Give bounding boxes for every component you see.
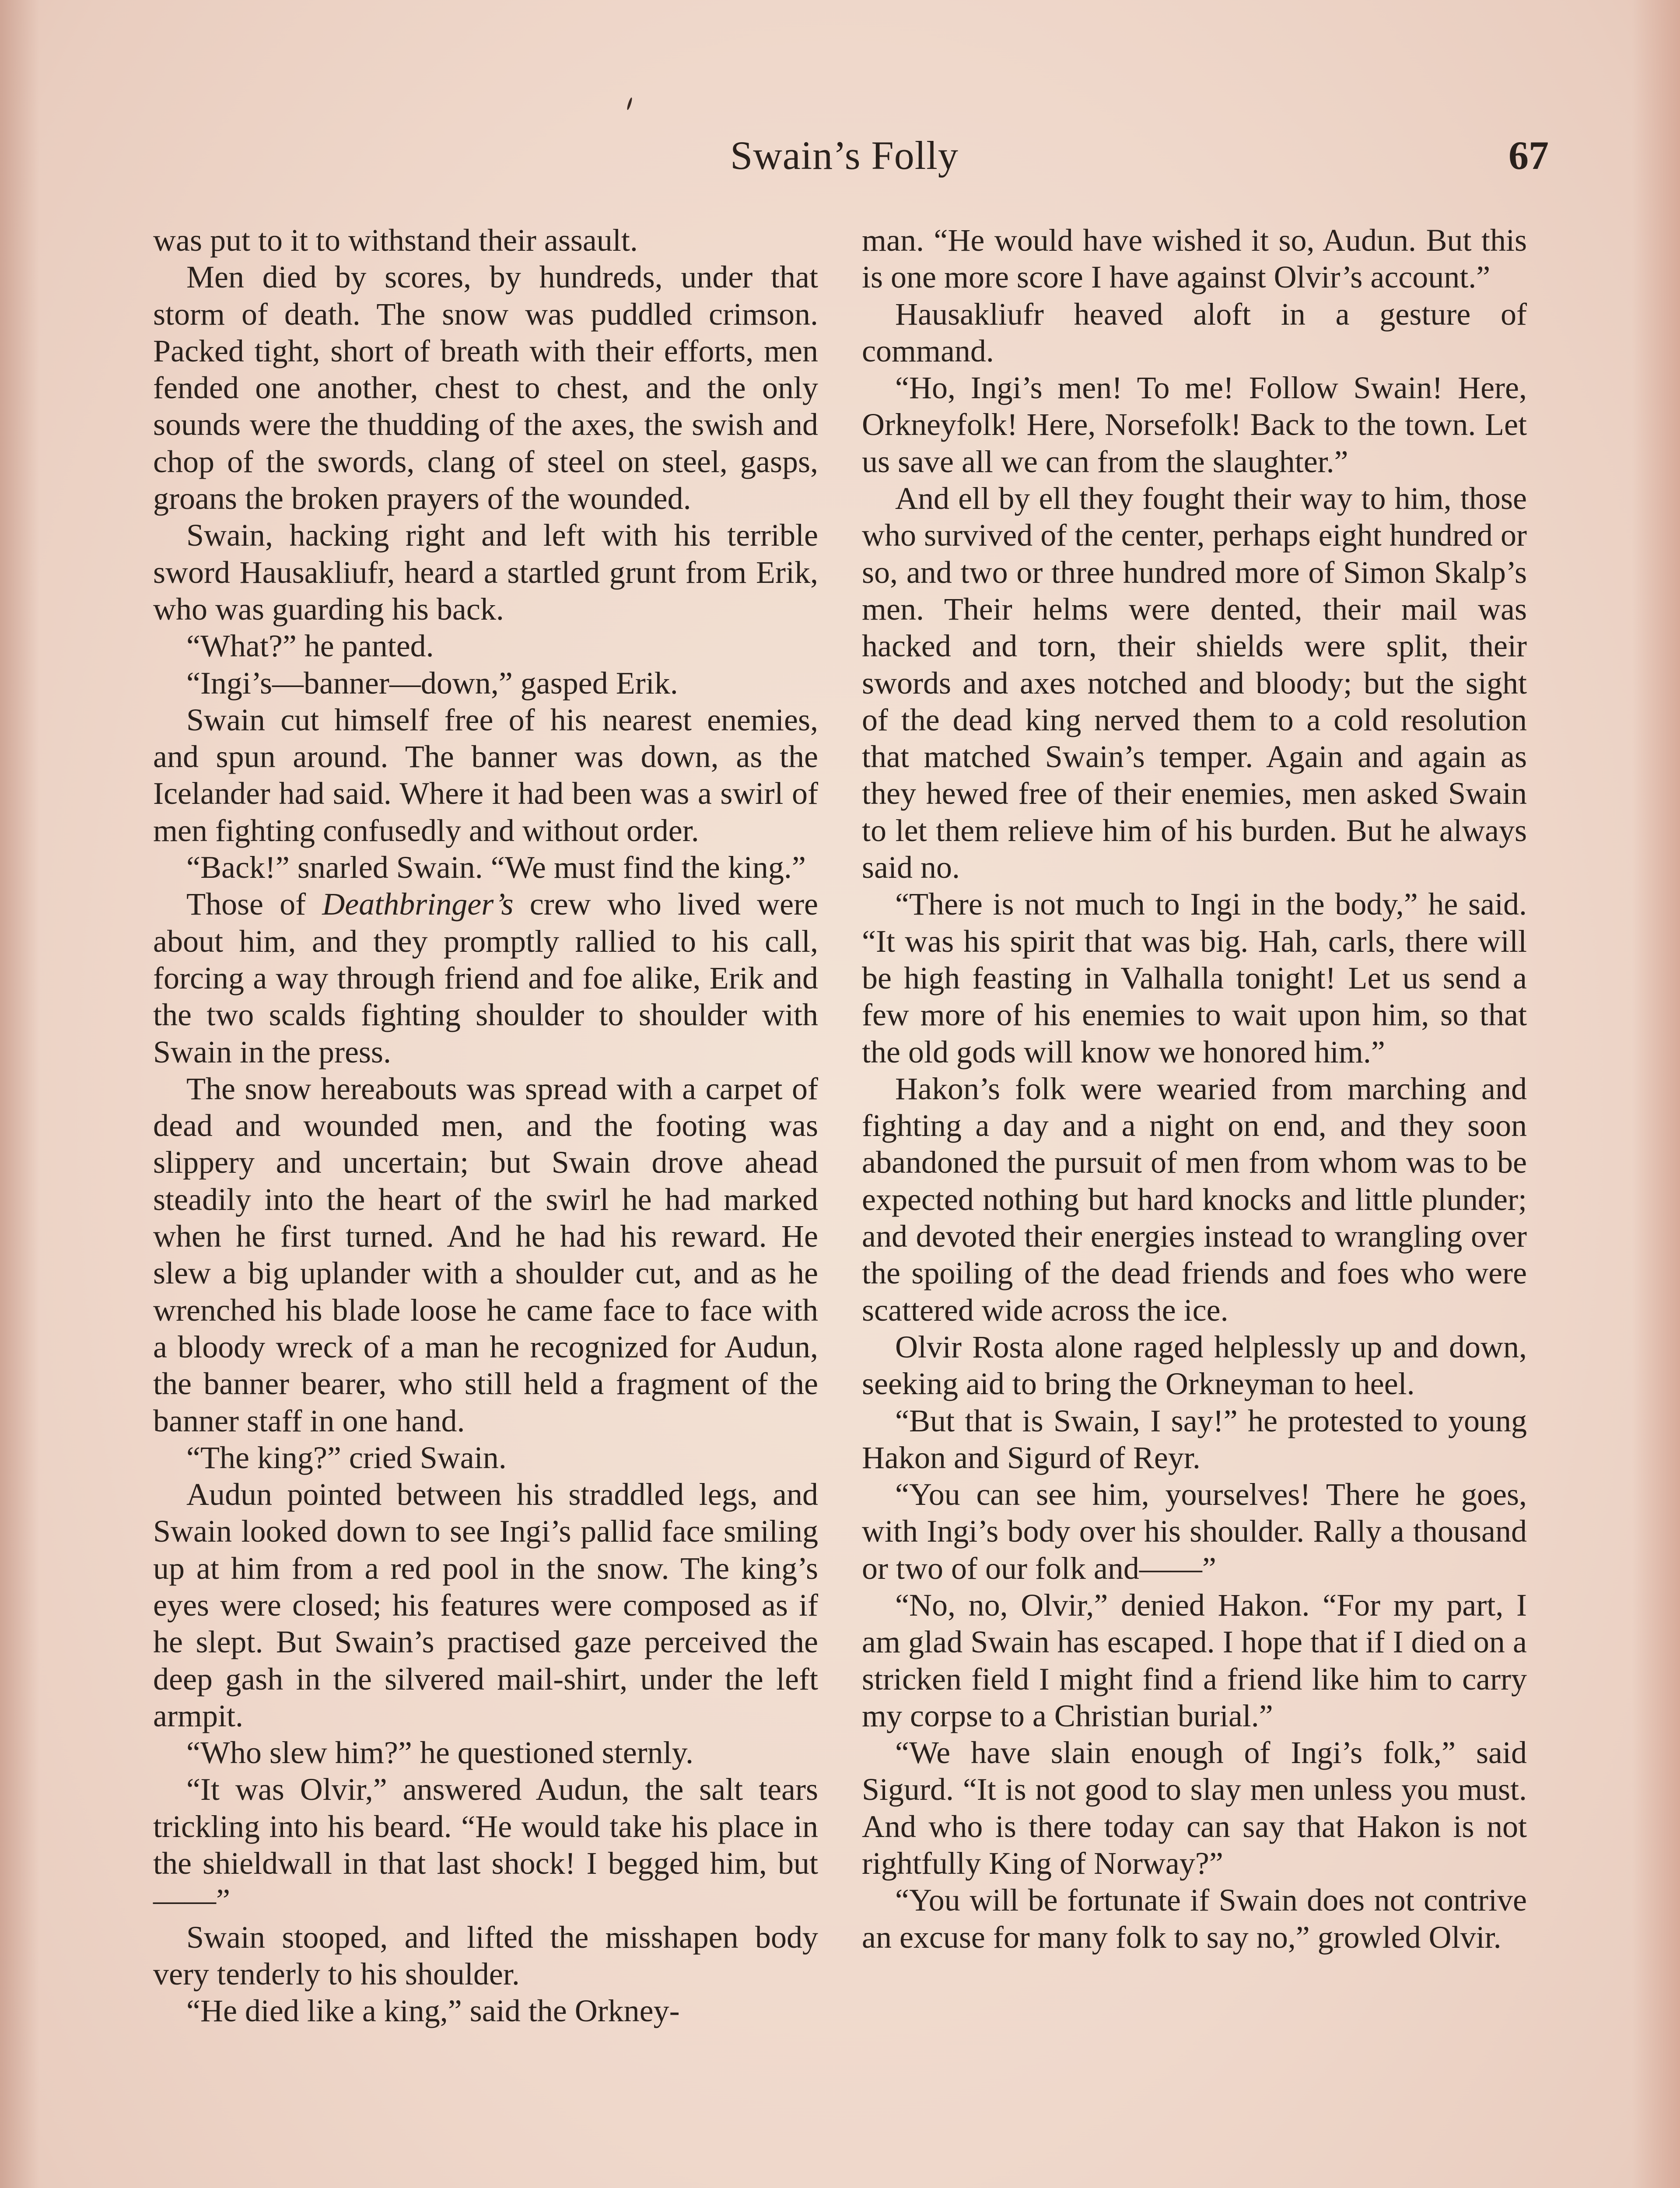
- running-head: [0, 127, 1680, 184]
- paragraph: “What?” he panted.: [186, 628, 434, 664]
- paragraph: Olvir Rosta alone raged helplessly up and down, seeking aid to bring the Orkneyman to heel.: [862, 1329, 1527, 1402]
- paragraph: “Ho, Ingi’s men! To me! Follow Swain! Here, Orkneyfolk! Here, Norsefolk! Back to the town. Let us save all we can from the slaughter.”: [862, 370, 1527, 479]
- left-column: [153, 222, 818, 2030]
- paragraph: Audun pointed between his straddled legs, and Swain looked down to see Ingi’s pallid face smiling up at him from a red pool in the snow. The king’s eyes were closed; his features were composed as if he slept. But Swain’s practised gaze perceived the deep gash in the silvered mail-shirt, under the left armpit.: [153, 1477, 818, 1733]
- page-edge-right: [1632, 0, 1680, 2188]
- paragraph: Hakon’s folk were wearied from marching and fighting a day and a night on end, and they soon abandoned the pursuit of men from whom was to be expected nothing but hard knocks and little plunder; and devoted their energies instead to wrangling over the spoiling of the dead friends and foes who were scattered wide across the ice.: [862, 1071, 1527, 1328]
- page-edge-left: [0, 0, 39, 2188]
- ship-name: Deathbringer’s: [322, 887, 514, 922]
- paragraph: Men died by scores, by hundreds, under that storm of death. The snow was puddled crimson. Packed tight, short of breath with their efforts, men fended one another, chest to chest, and the only sounds were the thudding of the axes, the swish and chop of the swords, clang of steel on steel, gasps, groans the broken prayers of the wounded.: [153, 259, 818, 516]
- paragraph: Hausakliufr heaved aloft in a gesture of command.: [862, 296, 1527, 368]
- paragraph: And ell by ell they fought their way to him, those who survived of the center, perhaps eight hundred or so, and two or three hundred more of Simon Skalp’s men. Their helms were dented, their mail was hacked and torn, their shields were split, their swords and axes notched and bloody; but the sight of the dead king nerved them to a cold resolution that matched Swain’s temper. Again and again as they hewed free of their enemies, men asked Swain to let them relieve him of his burden. But he always said no.: [862, 481, 1527, 885]
- page-number: 67: [1508, 133, 1549, 178]
- paragraph-lead: Those of: [186, 887, 322, 922]
- paragraph: “The king?” cried Swain.: [186, 1440, 507, 1475]
- paragraph: Swain stooped, and lifted the misshapen body very tenderly to his shoulder.: [153, 1919, 818, 1992]
- paragraph: “He died like a king,” said the Orkney-: [186, 1993, 680, 2029]
- paragraph: “There is not much to Ingi in the body,” he said. “It was his spirit that was big. Hah, carls, there will be high feasting in Valhalla tonight! Let us send a few more of his enemies to wait upon him, so that the old gods will know we honored him.”: [862, 887, 1527, 1069]
- paragraph-rest: crew who lived were about him, and they promptly rallied to his call, forcing a way through friend and foe alike, Erik and the two scalds fighting shoulder to shoulder with Swain in the press.: [153, 887, 818, 1069]
- paragraph: “It was Olvir,” answered Audun, the salt tears trickling into his beard. “He would take his place in the shieldwall in that last shock! I begged him, but——”: [153, 1772, 818, 1918]
- paragraph: Swain, hacking right and left with his terrible sword Hausakliufr, heard a startled grunt from Erik, who was guarding his back.: [153, 518, 818, 627]
- paragraph: “Ingi’s—banner—down,” gasped Erik.: [186, 665, 678, 701]
- paragraph: “Who slew him?” he questioned sternly.: [186, 1735, 693, 1771]
- paragraph: “You will be fortunate if Swain does not contrive an excuse for many folk to say no,” growled Olvir.: [862, 1883, 1527, 1955]
- paragraph: Swain cut himself free of his nearest enemies, and spun around. The banner was down, as the Icelander had said. Where it had been was a swirl of men fighting confusedly and without order.: [153, 702, 818, 848]
- paragraph: [153, 886, 818, 1070]
- paragraph: “No, no, Olvir,” denied Hakon. “For my part, I am glad Swain has escaped. I hope that if I died on a stricken field I might find a friend like him to carry my corpse to a Christian burial.”: [862, 1587, 1527, 1733]
- running-title: Swain’s Folly: [730, 133, 959, 178]
- paragraph: man. “He would have wished it so, Audun. But this is one more score I have against Olvir’s account.”: [862, 223, 1527, 295]
- paragraph: “You can see him, yourselves! There he goes, with Ingi’s body over his shoulder. Rally a thousand or two of our folk and——”: [862, 1477, 1527, 1586]
- paragraph: was put to it to withstand their assault.: [153, 223, 638, 258]
- paragraph: “Back!” snarled Swain. “We must find the king.”: [186, 850, 806, 885]
- paragraph: The snow hereabouts was spread with a carpet of dead and wounded men, and the footing was slippery and uncertain; but Swain drove ahead steadily into the heart of the swirl he had marked when he first turned. And he had his reward. He slew a big uplander with a shoulder cut, and as he wrenched his blade loose he came face to face with a bloody wreck of a man he recognized for Audun, the banner bearer, who still held a fragment of the banner staff in one hand.: [153, 1071, 818, 1438]
- right-column: [862, 222, 1527, 1956]
- paragraph: “But that is Swain, I say!” he protested to young Hakon and Sigurd of Reyr.: [862, 1403, 1527, 1475]
- paragraph: “We have slain enough of Ingi’s folk,” said Sigurd. “It is not good to slay men unless you must. And who is there today can say that Hakon is not rightfully King of Norway?”: [862, 1735, 1527, 1881]
